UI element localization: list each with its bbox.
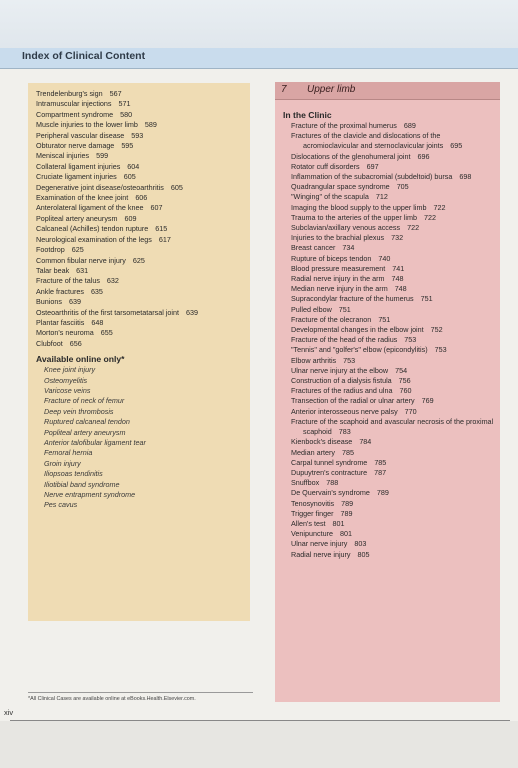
entry-text: Common fibular nerve injury bbox=[36, 255, 126, 265]
chapter-title: Upper limb bbox=[307, 84, 356, 95]
entry-page: 722 bbox=[433, 202, 446, 212]
entry-page: 748 bbox=[391, 274, 404, 284]
entry-text: Ulnar nerve injury at the elbow bbox=[291, 365, 389, 375]
index-entry bbox=[283, 458, 494, 468]
entry-page: 695 bbox=[450, 141, 463, 151]
index-entry bbox=[36, 308, 244, 318]
index-entry bbox=[283, 417, 494, 437]
entry-page: 722 bbox=[407, 223, 420, 233]
entry-page: 705 bbox=[396, 182, 409, 192]
entry-text: Fracture of the scaphoid and avascular necrosis of the proximal scaphoid bbox=[291, 416, 494, 437]
entry-page: 784 bbox=[359, 437, 372, 447]
entry-page: 605 bbox=[170, 182, 183, 192]
index-entry bbox=[36, 276, 244, 286]
online-only-item: Ruptured calcaneal tendon bbox=[44, 417, 130, 427]
index-entry bbox=[36, 287, 244, 297]
online-only-item: Varicose veins bbox=[44, 385, 91, 395]
online-only-item: Knee joint injury bbox=[44, 365, 96, 375]
index-entry bbox=[283, 152, 494, 162]
page-bottom-margin bbox=[0, 721, 518, 768]
entry-text: Injuries to the brachial plexus bbox=[291, 233, 385, 243]
entry-text: Obturator nerve damage bbox=[36, 141, 115, 151]
index-entry bbox=[283, 356, 494, 366]
index-entry bbox=[283, 539, 494, 549]
entry-page: 789 bbox=[340, 508, 353, 518]
index-entry bbox=[283, 407, 494, 417]
index-entry bbox=[36, 328, 244, 338]
online-only-item: Iliotibial band syndrome bbox=[44, 479, 120, 489]
online-only-item: Deep vein thrombosis bbox=[44, 406, 114, 416]
index-entry bbox=[36, 151, 244, 161]
entry-text: Radial nerve injury bbox=[291, 549, 351, 559]
entry-text: Developmental changes in the elbow joint bbox=[291, 325, 424, 335]
entry-page: 753 bbox=[434, 345, 447, 355]
entry-page: 741 bbox=[392, 263, 405, 273]
entry-page: 615 bbox=[155, 224, 168, 234]
entry-page: 756 bbox=[398, 376, 411, 386]
online-only-item: Pes cavus bbox=[44, 500, 78, 510]
entry-page: 770 bbox=[404, 406, 417, 416]
entry-text: Fracture of the head of the radius bbox=[291, 335, 398, 345]
index-entry bbox=[283, 243, 494, 253]
index-entry bbox=[36, 297, 244, 307]
index-entry bbox=[283, 294, 494, 304]
entry-page: 696 bbox=[417, 151, 430, 161]
entry-page: 789 bbox=[376, 488, 389, 498]
index-entry bbox=[36, 172, 244, 182]
index-entry bbox=[283, 305, 494, 315]
index-entry bbox=[36, 318, 244, 328]
index-entry bbox=[283, 172, 494, 182]
entry-page: 752 bbox=[430, 325, 443, 335]
index-entry bbox=[283, 182, 494, 192]
index-entry bbox=[283, 519, 494, 529]
entry-text: Intramuscular injections bbox=[36, 99, 112, 109]
entry-text: Fracture of the talus bbox=[36, 276, 100, 286]
entry-text: Clubfoot bbox=[36, 338, 63, 348]
entry-page: 589 bbox=[144, 120, 157, 130]
entry-text: Anterior interosseous nerve palsy bbox=[291, 406, 398, 416]
entry-page: 753 bbox=[404, 335, 417, 345]
index-entry bbox=[36, 214, 244, 224]
entry-page: 625 bbox=[71, 245, 84, 255]
index-entry bbox=[283, 509, 494, 519]
entry-page: 580 bbox=[120, 109, 133, 119]
chapter-tab bbox=[275, 82, 500, 100]
index-entry bbox=[36, 266, 244, 276]
entry-text: Rupture of biceps tendon bbox=[291, 253, 372, 263]
index-entry bbox=[283, 366, 494, 376]
index-entry bbox=[36, 89, 244, 99]
entry-page: 783 bbox=[338, 427, 351, 437]
entry-page: 617 bbox=[158, 234, 171, 244]
index-entry bbox=[283, 396, 494, 406]
index-entry bbox=[36, 339, 244, 349]
entry-page: 607 bbox=[150, 203, 163, 213]
index-entry bbox=[283, 233, 494, 243]
index-entry bbox=[283, 162, 494, 172]
page-top-margin bbox=[0, 0, 518, 52]
entry-page: 599 bbox=[96, 151, 109, 161]
online-only-item: Osteomyelitis bbox=[44, 375, 88, 385]
entry-page: 722 bbox=[423, 212, 436, 222]
entry-page: 571 bbox=[118, 99, 131, 109]
entry-page: 751 bbox=[338, 304, 351, 314]
index-entry bbox=[283, 478, 494, 488]
entry-text: Construction of a dialysis fistula bbox=[291, 376, 392, 386]
online-only-item: Popliteal artery aneurysm bbox=[44, 427, 126, 437]
index-entry bbox=[283, 192, 494, 202]
entry-page: 801 bbox=[339, 529, 352, 539]
entry-text: Radial nerve injury in the arm bbox=[291, 274, 385, 284]
left-entry-list bbox=[36, 89, 244, 349]
online-only-item: Groin injury bbox=[44, 458, 81, 468]
index-entry bbox=[283, 121, 494, 131]
entry-text: Elbow arthritis bbox=[291, 355, 337, 365]
entry-text: Kienbock's disease bbox=[291, 437, 353, 447]
entry-text: Imaging the blood supply to the upper limb bbox=[291, 202, 427, 212]
entry-page: 754 bbox=[395, 365, 408, 375]
online-only-item: Fracture of neck of femur bbox=[44, 396, 125, 406]
entry-text: Supracondylar fracture of the humerus bbox=[291, 294, 414, 304]
index-entry bbox=[36, 99, 244, 109]
entry-text: Venipuncture bbox=[291, 529, 333, 539]
entry-text: Degenerative joint disease/osteoarthritis bbox=[36, 182, 164, 192]
index-entry bbox=[283, 325, 494, 335]
entry-text: Carpal tunnel syndrome bbox=[291, 457, 368, 467]
entry-page: 760 bbox=[399, 386, 412, 396]
entry-text: De Quervain's syndrome bbox=[291, 488, 370, 498]
online-only-item: Femoral hernia bbox=[44, 448, 93, 458]
entry-page: 609 bbox=[124, 213, 137, 223]
index-entry bbox=[36, 162, 244, 172]
entry-text: Rotator cuff disorders bbox=[291, 161, 360, 171]
page-number: xiv bbox=[4, 708, 14, 717]
index-entry bbox=[283, 488, 494, 498]
index-entry bbox=[283, 254, 494, 264]
footnote-divider bbox=[28, 692, 253, 693]
index-entry bbox=[36, 120, 244, 130]
entry-text: Compartment syndrome bbox=[36, 109, 114, 119]
entry-text: Bunions bbox=[36, 297, 62, 307]
index-entry bbox=[283, 131, 494, 151]
entry-page: 734 bbox=[342, 243, 355, 253]
entry-text: Talar beak bbox=[36, 265, 70, 275]
entry-page: 604 bbox=[127, 161, 140, 171]
entry-page: 697 bbox=[366, 161, 379, 171]
index-entry bbox=[36, 256, 244, 266]
index-entry bbox=[283, 345, 494, 355]
entry-text: Snuffbox bbox=[291, 478, 320, 488]
entry-text: Breast cancer bbox=[291, 243, 336, 253]
index-entry bbox=[283, 223, 494, 233]
entry-text: Median nerve injury in the arm bbox=[291, 284, 388, 294]
entry-page: 606 bbox=[135, 193, 148, 203]
entry-text: Fractures of the radius and ulna bbox=[291, 386, 393, 396]
entry-text: Ulnar nerve injury bbox=[291, 539, 348, 549]
index-entry bbox=[36, 203, 244, 213]
entry-page: 635 bbox=[90, 286, 103, 296]
entry-page: 595 bbox=[121, 141, 134, 151]
index-entry bbox=[283, 335, 494, 345]
entry-text: Calcaneal (Achilles) tendon rupture bbox=[36, 224, 149, 234]
entry-text: Cruciate ligament injuries bbox=[36, 172, 117, 182]
right-entry-list bbox=[283, 121, 494, 560]
entry-page: 655 bbox=[100, 328, 113, 338]
entry-page: 632 bbox=[106, 276, 119, 286]
entry-page: 631 bbox=[76, 265, 89, 275]
entry-text: Dupuytren's contracture bbox=[291, 467, 368, 477]
left-index-column bbox=[28, 83, 250, 621]
entry-page: 593 bbox=[131, 130, 144, 140]
in-the-clinic-heading: In the Clinic bbox=[283, 110, 332, 120]
index-entry bbox=[283, 376, 494, 386]
entry-text: Trauma to the arteries of the upper limb bbox=[291, 212, 417, 222]
index-entry bbox=[36, 235, 244, 245]
index-entry bbox=[36, 131, 244, 141]
chapter-number: 7 bbox=[281, 84, 287, 95]
entry-page: 787 bbox=[374, 467, 387, 477]
entry-page: 698 bbox=[459, 172, 472, 182]
online-only-heading: Available online only* bbox=[36, 354, 125, 365]
entry-text: Fracture of the olecranon bbox=[291, 314, 372, 324]
entry-page: 656 bbox=[69, 338, 82, 348]
entry-text: Morton's neuroma bbox=[36, 328, 94, 338]
entry-text: Trendelenburg's sign bbox=[36, 89, 103, 98]
entry-page: 769 bbox=[421, 396, 434, 406]
page-title: Index of Clinical Content bbox=[22, 50, 146, 62]
entry-text: Ankle fractures bbox=[36, 286, 84, 296]
entry-text: Osteoarthritis of the first tarsometatarsal joint bbox=[36, 307, 180, 317]
index-entry bbox=[36, 110, 244, 120]
entry-page: 788 bbox=[326, 478, 339, 488]
entry-text: Pulled elbow bbox=[291, 304, 332, 314]
online-only-item: Anterior talofibular ligament tear bbox=[44, 438, 146, 447]
entry-page: 801 bbox=[332, 518, 345, 528]
index-entry bbox=[36, 245, 244, 255]
entry-page: 789 bbox=[341, 498, 354, 508]
entry-page: 648 bbox=[91, 317, 104, 327]
footnote: *All Clinical Cases are available online at eBooks.Health.Elsevier.com. bbox=[28, 696, 196, 702]
entry-text: Inflammation of the subacromial (subdeltoid) bursa bbox=[291, 172, 453, 182]
index-entry bbox=[283, 448, 494, 458]
entry-text: Popliteal artery aneurysm bbox=[36, 213, 118, 223]
entry-page: 751 bbox=[420, 294, 433, 304]
index-entry bbox=[283, 499, 494, 509]
entry-text: Footdrop bbox=[36, 245, 65, 255]
entry-page: 639 bbox=[68, 297, 81, 307]
entry-text: Anterolateral ligament of the knee bbox=[36, 203, 144, 213]
entry-text: Median artery bbox=[291, 447, 335, 457]
online-only-list bbox=[36, 365, 244, 511]
entry-text: Examination of the knee joint bbox=[36, 193, 129, 203]
entry-text: Transection of the radial or ulnar artery bbox=[291, 396, 415, 406]
entry-page: 740 bbox=[378, 253, 391, 263]
index-entry bbox=[36, 141, 244, 151]
entry-text: Plantar fasciitis bbox=[36, 317, 85, 327]
right-index-column bbox=[275, 82, 500, 702]
index-entry bbox=[283, 529, 494, 539]
entry-page: 567 bbox=[109, 89, 122, 98]
index-entry bbox=[283, 468, 494, 478]
index-entry bbox=[283, 264, 494, 274]
index-entry bbox=[36, 224, 244, 234]
entry-page: 803 bbox=[354, 539, 367, 549]
entry-text: Meniscal injuries bbox=[36, 151, 90, 161]
header-divider bbox=[0, 68, 518, 69]
index-entry bbox=[283, 550, 494, 560]
entry-text: Tenosynovitis bbox=[291, 498, 335, 508]
entry-page: 712 bbox=[375, 192, 388, 202]
entry-text: "Tennis" and "golfer's" elbow (epicondylitis) bbox=[291, 345, 428, 355]
entry-page: 625 bbox=[132, 255, 145, 265]
entry-text: Collateral ligament injuries bbox=[36, 161, 121, 171]
index-entry bbox=[283, 315, 494, 325]
entry-text: Fracture of the proximal humerus bbox=[291, 121, 397, 130]
entry-page: 751 bbox=[378, 314, 391, 324]
entry-text: "Winging" of the scapula bbox=[291, 192, 369, 202]
index-entry bbox=[283, 386, 494, 396]
index-entry bbox=[283, 203, 494, 213]
index-entry bbox=[283, 213, 494, 223]
entry-page: 639 bbox=[186, 307, 199, 317]
entry-text: Allen's test bbox=[291, 518, 326, 528]
index-entry bbox=[36, 193, 244, 203]
online-only-item: Iliopsoas tendinitis bbox=[44, 469, 103, 479]
entry-page: 748 bbox=[394, 284, 407, 294]
entry-page: 805 bbox=[357, 549, 370, 559]
entry-page: 605 bbox=[123, 172, 136, 182]
index-entry bbox=[36, 183, 244, 193]
index-entry bbox=[283, 437, 494, 447]
entry-page: 785 bbox=[341, 447, 354, 457]
index-entry bbox=[283, 284, 494, 294]
entry-text: Subclavian/axillary venous access bbox=[291, 223, 401, 233]
entry-page: 753 bbox=[343, 355, 356, 365]
entry-text: Peripheral vascular disease bbox=[36, 130, 125, 140]
entry-text: Fractures of the clavicle and dislocations of the acromioclavicular and sternoclavicular joints bbox=[291, 131, 444, 151]
entry-text: Quadrangular space syndrome bbox=[291, 182, 390, 192]
index-entry bbox=[283, 274, 494, 284]
entry-text: Muscle injuries to the lower limb bbox=[36, 120, 138, 130]
entry-text: Dislocations of the glenohumeral joint bbox=[291, 151, 411, 161]
entry-page: 689 bbox=[403, 121, 416, 130]
entry-page: 785 bbox=[374, 457, 387, 467]
entry-text: Trigger finger bbox=[291, 508, 334, 518]
entry-text: Neurological examination of the legs bbox=[36, 234, 152, 244]
entry-text: Blood pressure measurement bbox=[291, 263, 386, 273]
entry-page: 732 bbox=[391, 233, 404, 243]
online-only-item: Nerve entrapment syndrome bbox=[44, 490, 136, 500]
